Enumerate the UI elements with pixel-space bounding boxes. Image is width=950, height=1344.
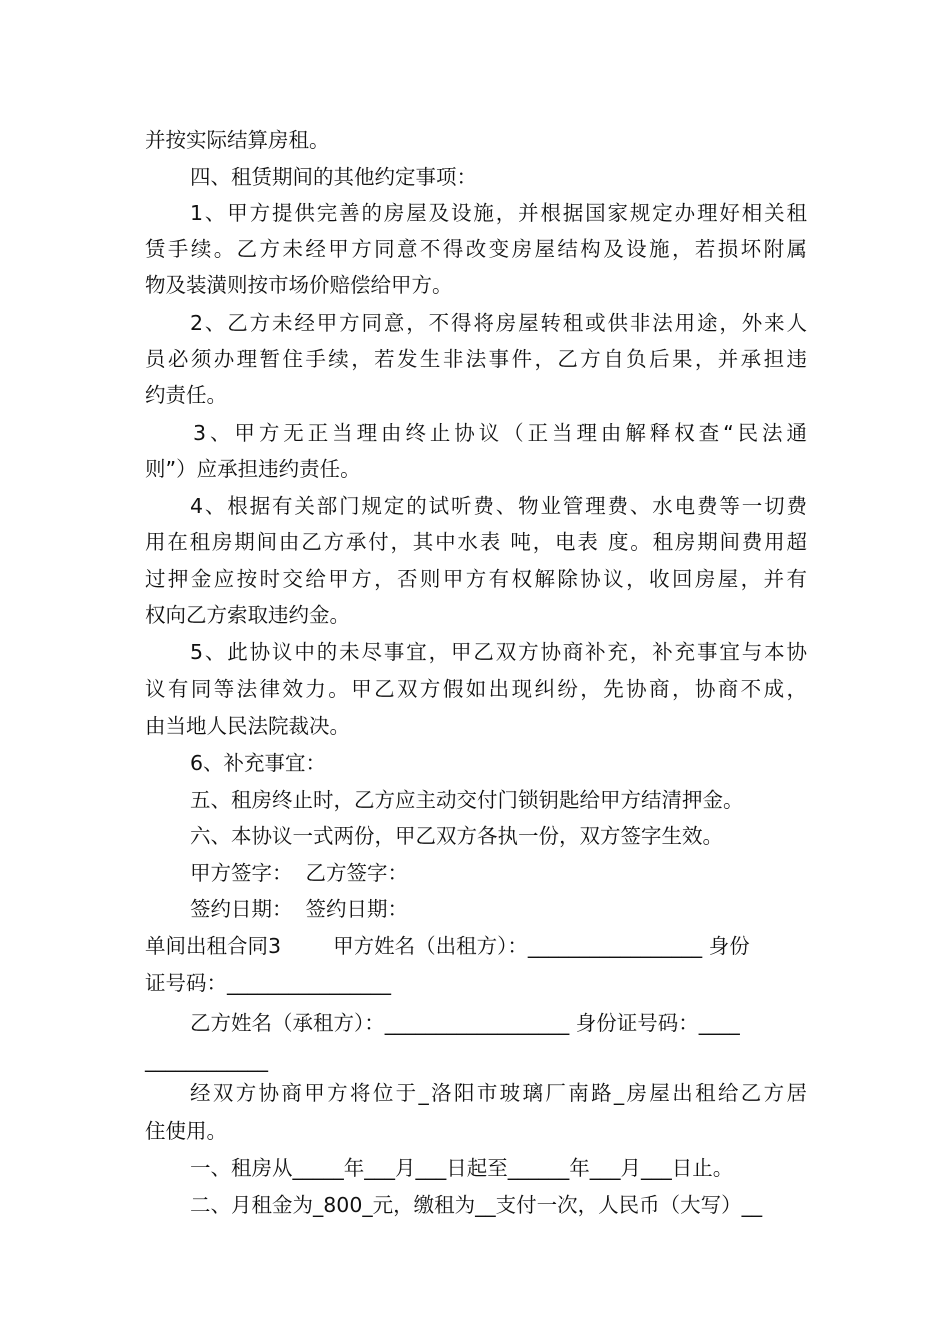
text-line: 用在租房期间由乙方承付，其中水表 吨，电表 度。租房期间费用超 (145, 530, 807, 554)
text-line: 议有同等法律效力。甲乙双方假如出现纠纷，先协商，协商不成， (145, 677, 807, 701)
text-line: 赁手续。乙方未经甲方同意不得改变房屋结构及设施，若损坏附属 (145, 237, 807, 261)
text-line: 约责任。 (145, 383, 227, 407)
clause-line: 6、补充事宜： (190, 751, 327, 775)
text-line: 由当地人民法院裁决。 (145, 714, 350, 738)
date-line: 签约日期： 签约日期： (190, 897, 409, 921)
text-line: 员必须办理暂住手续，若发生非法事件，乙方自负后果，并承担违 (145, 347, 807, 371)
rent-line: 二、月租金为_800_元，缴租为__支付一次，人民币（大写）__ (190, 1193, 763, 1217)
text-line: 权向乙方索取违约金。 (145, 603, 350, 627)
text-line: 则”）应承担违约责任。 (145, 457, 361, 481)
party-b-line: 乙方姓名（承租方）：__________________ 身份证号码：____ (190, 1011, 740, 1035)
contract-title-line: 单间出租合同3 甲方姓名（出租方）：_________________ 身份 (145, 934, 750, 958)
clause-line: 2、乙方未经甲方同意，不得将房屋转租或供非法用途，外来人 (190, 311, 807, 335)
text-line: 证号码：________________ (145, 971, 391, 995)
clause-line: 4、根据有关部门规定的试听费、物业管理费、水电费等一切费 (190, 494, 807, 518)
section-heading: 六、本协议一式两份，甲乙双方各执一份，双方签字生效。 (190, 824, 723, 848)
clause-line: 经双方协商甲方将位于_洛阳市玻璃厂南路_房屋出租给乙方居 (190, 1081, 807, 1105)
section-heading: 四、租赁期间的其他约定事项： (190, 165, 477, 189)
text-line: 住使用。 (145, 1119, 227, 1143)
signature-line: 甲方签字： 乙方签字： (190, 861, 409, 885)
text-line: 过押金应按时交给甲方，否则甲方有权解除协议，收回房屋，并有 (145, 567, 807, 591)
clause-line: 1、甲方提供完善的房屋及设施，并根据国家规定办理好相关租 (190, 201, 807, 225)
text-line: 并按实际结算房租。 (145, 128, 330, 152)
term-line: 一、租房从_____年___月___日起至______年___月___日止。 (190, 1156, 734, 1180)
text-line: ____________ (145, 1048, 268, 1072)
clause-line: 5、此协议中的未尽事宜，甲乙双方协商补充，补充事宜与本协 (190, 640, 807, 664)
section-heading: 五、租房终止时，乙方应主动交付门锁钥匙给甲方结清押金。 (190, 788, 744, 812)
clause-line: 3、甲方无正当理由终止协议（正当理由解释权查“民法通 (193, 421, 807, 445)
text-line: 物及装潢则按市场价赔偿给甲方。 (145, 273, 453, 297)
